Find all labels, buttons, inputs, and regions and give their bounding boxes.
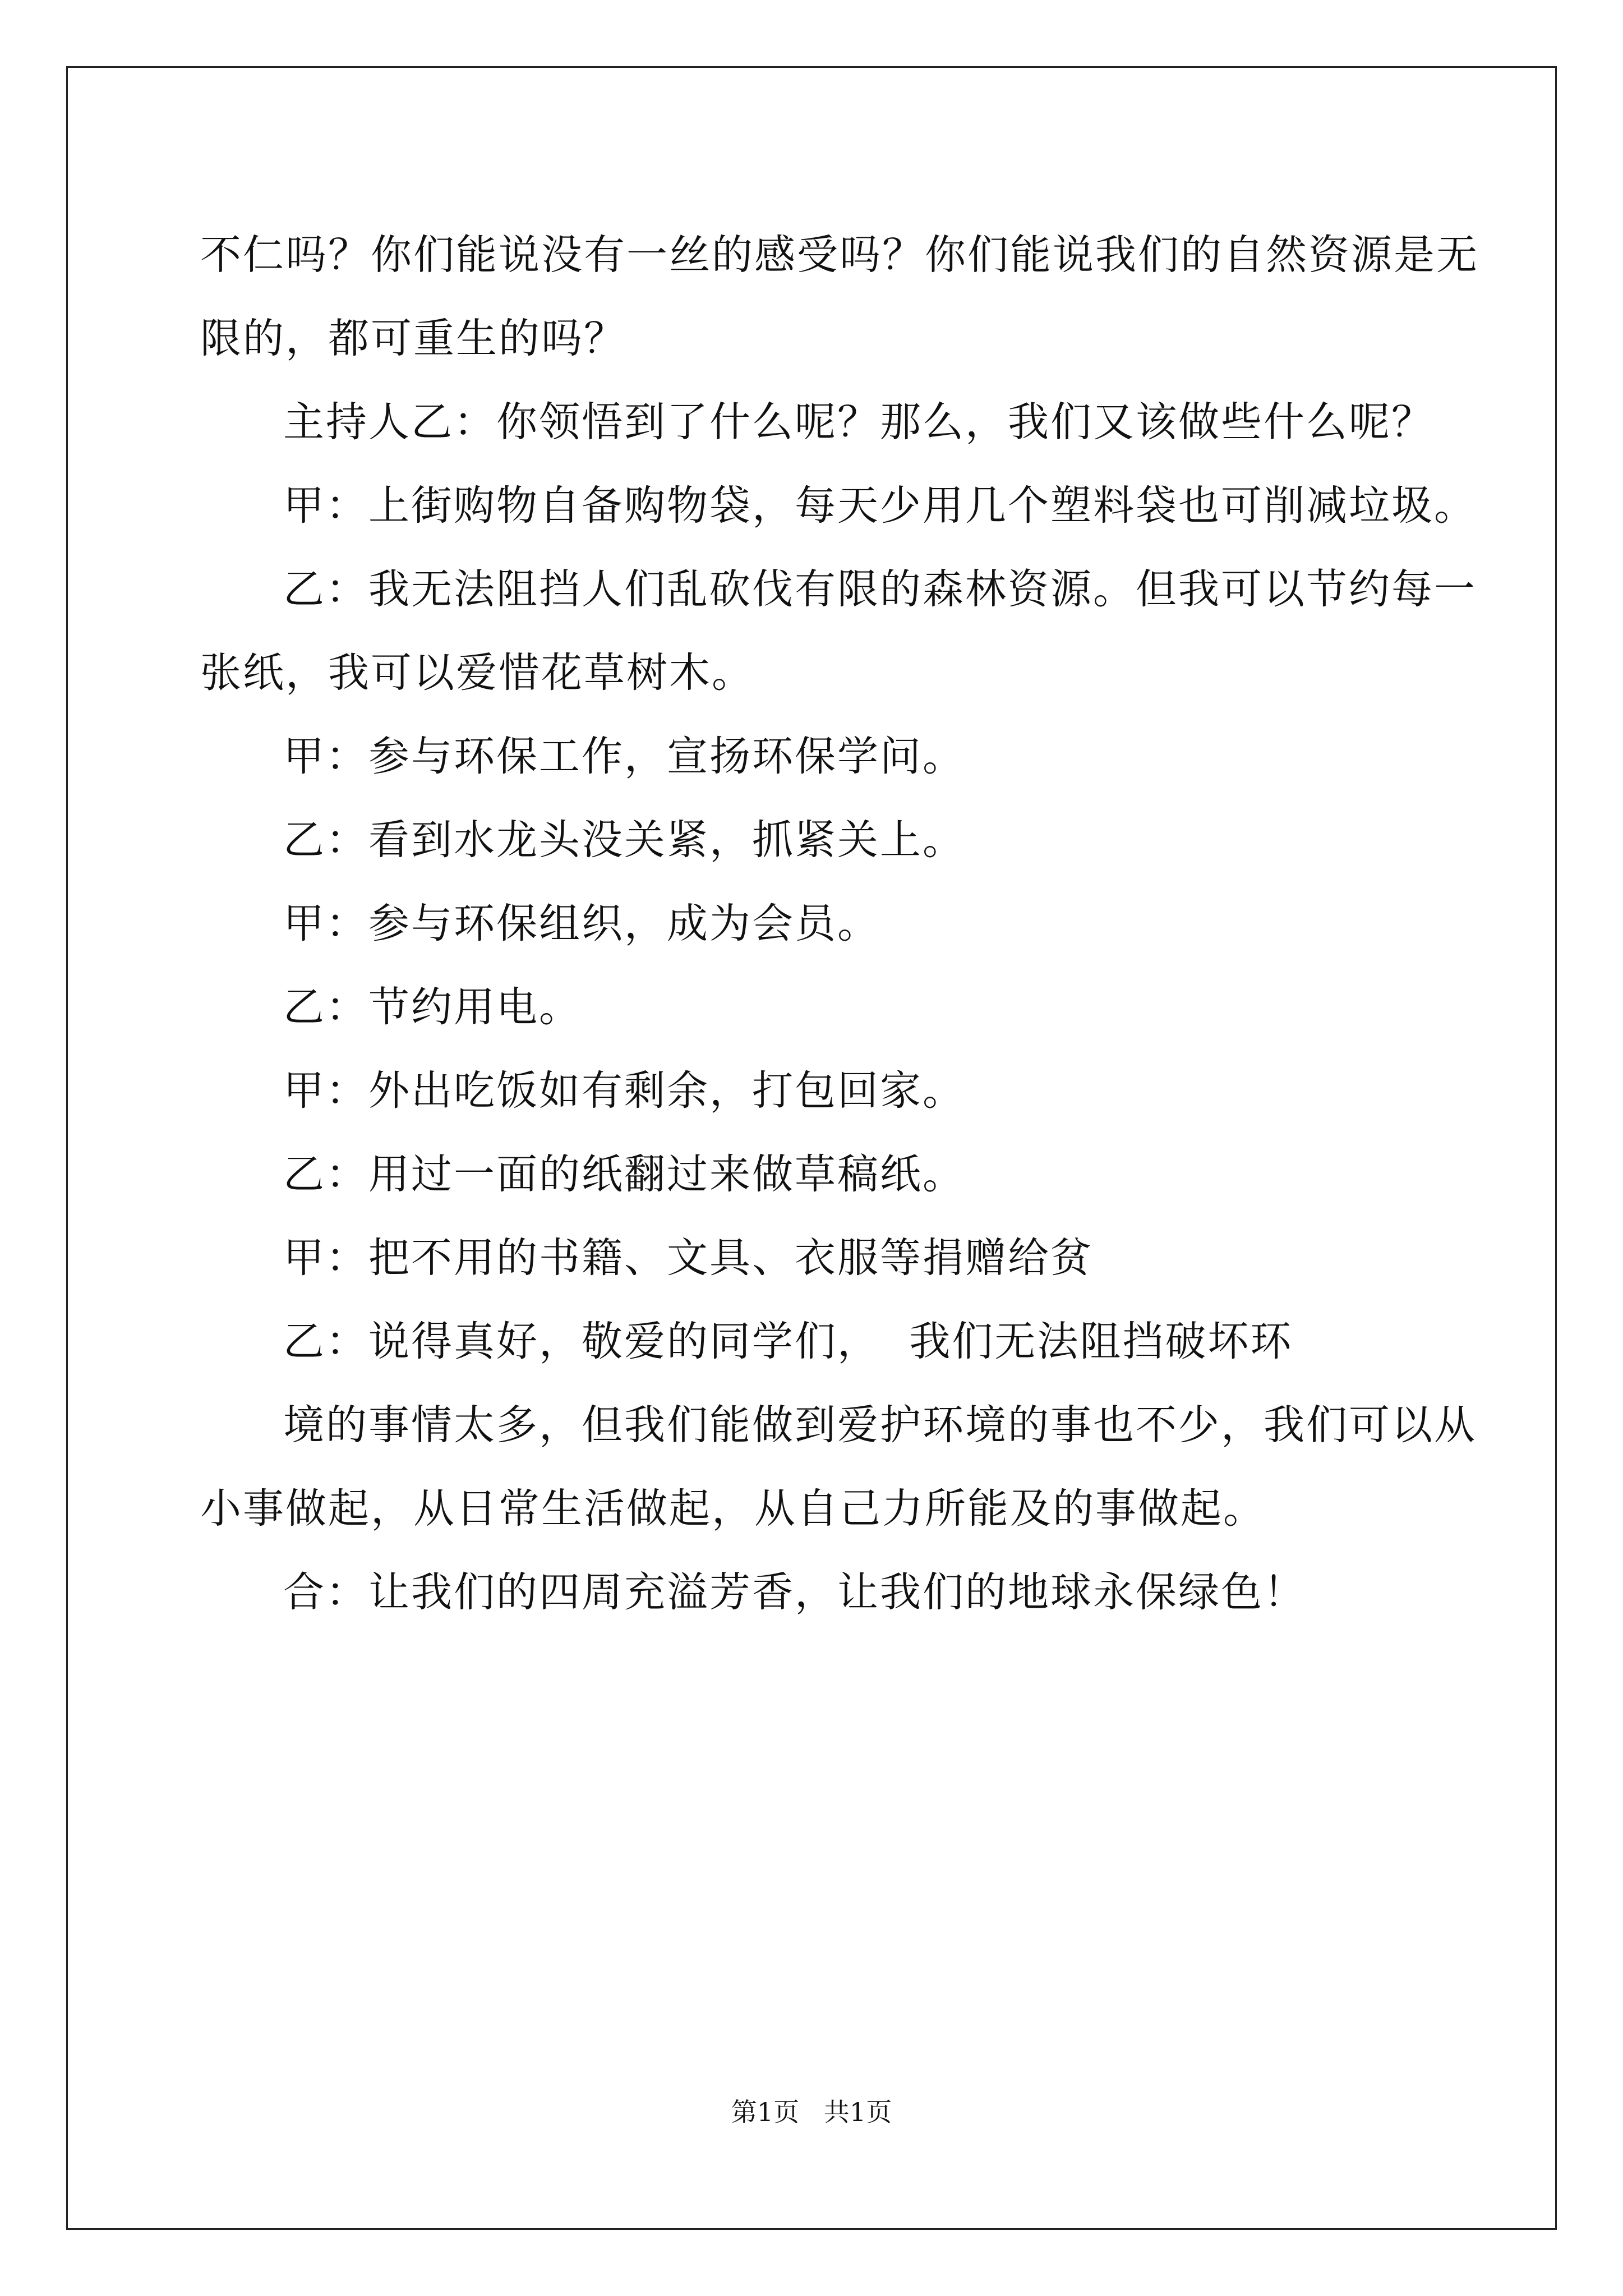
paragraph-yi-forest-line-1: 乙：我无法阻挡人们乱砍伐有限的森林资源。但我可以节约每一 xyxy=(283,565,1477,613)
paragraph-jia-env-work: 甲：参与环保工作，宣扬环保学问。 xyxy=(283,733,965,780)
paragraph-host-question: 主持人乙：你领悟到了什么呢？那么，我们又该做些什么呢？ xyxy=(283,398,1434,446)
paragraph-jia-leftovers: 甲：外出吃饭如有剩余，打包回家。 xyxy=(283,1067,965,1115)
paragraph-jia-shopping-bag: 甲：上街购物自备购物袋，每天少用几个塑料袋也可削减垃圾。 xyxy=(283,482,1477,530)
paragraph-yi-paper: 乙：用过一面的纸翻过来做草稿纸。 xyxy=(283,1151,965,1198)
paragraph-1-line-1: 不仁吗？你们能说没有一丝的感受吗？你们能说我们的自然资源是无 xyxy=(200,231,1479,279)
paragraph-environment-line-2: 小事做起，从日常生活做起，从自己力所能及的事做起。 xyxy=(200,1485,1266,1533)
paragraph-1-line-2: 限的，都可重生的吗？ xyxy=(200,315,626,362)
paragraph-together-closing: 合：让我们的四周充溢芳香，让我们的地球永保绿色！ xyxy=(283,1568,1306,1616)
paragraph-environment-line-1: 境的事情太多，但我们能做到爱护环境的事也不少，我们可以从 xyxy=(283,1401,1477,1449)
paragraph-yi-electricity: 乙：节约用电。 xyxy=(283,983,582,1031)
paragraph-yi-well-said: 乙：说得真好，敬爱的同学们， 我们无法阻挡破坏环 xyxy=(283,1318,1293,1365)
page-number-footer: 第1页 共1页 xyxy=(731,2097,892,2127)
paragraph-yi-faucet: 乙：看到水龙头没关紧，抓紧关上。 xyxy=(283,816,965,864)
document-body xyxy=(200,213,1479,1634)
paragraph-jia-organization: 甲：参与环保组织，成为会员。 xyxy=(283,900,880,947)
paragraph-yi-forest-line-2: 张纸，我可以爱惜花草树木。 xyxy=(200,649,754,697)
paragraph-jia-donate: 甲：把不用的书籍、文具、衣服等捐赠给贫 xyxy=(283,1234,1093,1282)
